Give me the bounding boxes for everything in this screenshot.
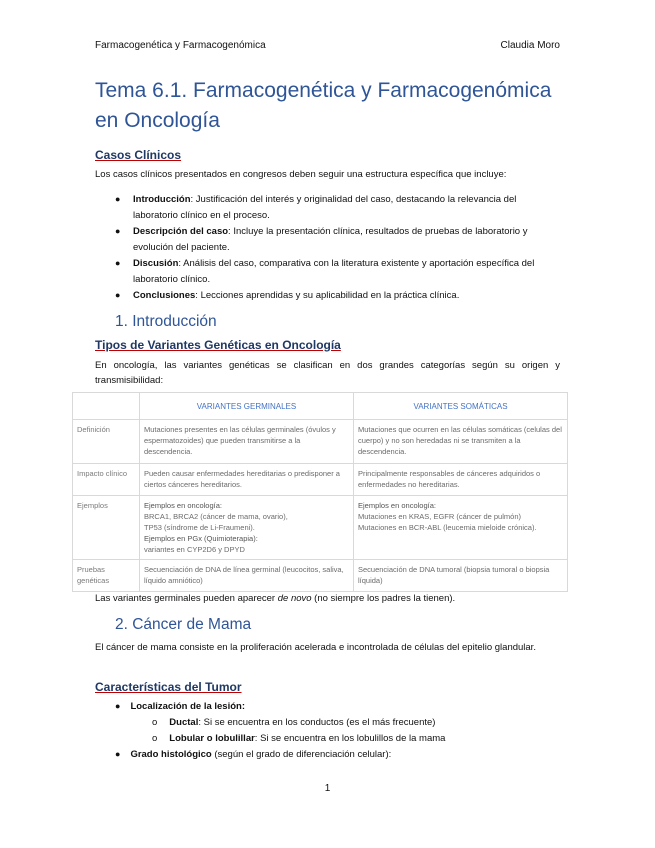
list-item: ● Grado histológico (según el grado de diferenciación celular):: [115, 749, 392, 760]
list-item: ● Discusión: Análisis del caso, comparativa con la literatura existente y aportación específica del laboratorio clínico.: [115, 258, 535, 285]
table-row: [73, 496, 568, 560]
variantes-heading: Tipos de Variantes Genéticas en Oncología: [95, 338, 341, 352]
bullet-icon: ●: [115, 226, 121, 236]
variantes-table: [72, 392, 568, 592]
bullet-icon: ●: [115, 290, 121, 300]
example-line: TP53 (síndrome de Li-Fraumeni).: [144, 523, 255, 532]
table-header-row: [73, 393, 568, 420]
table-row: [73, 464, 568, 496]
table-header-empty: [73, 393, 140, 420]
variantes-paragraph: En oncología, las variantes genéticas se clasifican en dos grandes categorías según su origen y transmisibilidad:: [95, 360, 560, 386]
page-number: 1: [324, 783, 331, 794]
casos-intro: Los casos clínicos presentados en congresos deben seguir una estructura específica que incluye:: [95, 169, 507, 180]
table-header-germinales: VARIANTES GERMINALES: [140, 393, 354, 420]
table-cell: Secuenciación de DNA de línea germinal (leucocitos, saliva, líquido amniótico): [140, 560, 354, 592]
circle-bullet-icon: o: [152, 717, 158, 728]
list-item: ● Descripción del caso: Incluye la presentación clínica, resultados de pruebas de laboratorio y evolución del paciente.: [115, 226, 528, 253]
table-row: [73, 560, 568, 592]
page-title: Tema 6.1. Farmacogenética y Farmacogenómica en Oncología: [95, 79, 552, 132]
bullet-icon: ●: [115, 749, 121, 759]
examples-heading-oncologia: Ejemplos en oncología:: [144, 501, 222, 510]
example-line: BRCA1, BRCA2 (cáncer de mama, ovario),: [144, 512, 288, 521]
table-cell: [140, 496, 354, 560]
de-novo-note: Las variantes germinales pueden aparecer de novo (no siempre los padres la tienen).: [95, 593, 456, 604]
running-header-right: Claudia Moro: [500, 40, 560, 51]
running-header-left: Farmacogenética y Farmacogenómica: [95, 40, 266, 51]
casos-clinicos-heading: Casos Clínicos: [95, 148, 182, 162]
circle-bullet-icon: o: [152, 733, 158, 744]
cancer-mama-paragraph: El cáncer de mama consiste en la proliferación acelerada e incontrolada de células del epitelio glandular.: [95, 642, 536, 653]
example-line: Mutaciones en KRAS, EGFR (cáncer de pulmón): [358, 512, 521, 521]
example-line: variantes en CYP2D6 y DPYD: [144, 545, 245, 554]
examples-heading-pgx: Ejemplos en PGx (Quimioterapia):: [144, 534, 258, 543]
table-cell: Mutaciones presentes en las células germinales (óvulos y espermatozoides) que pueden transmitirse a la descendencia.: [140, 420, 354, 464]
examples-heading-oncologia: Ejemplos en oncología:: [358, 501, 436, 510]
list-item: o Ductal: Si se encuentra en los conductos (es el más frecuente): [152, 717, 436, 728]
table-cell: Mutaciones que ocurren en las células somáticas (celulas del cuerpo) y no son heredadas ni se transmiten a la descendencia.: [354, 420, 568, 464]
table-cell: [354, 496, 568, 560]
table-cell: Pueden causar enfermedades hereditarias o predisponer a ciertos cánceres hereditarios.: [140, 464, 354, 496]
row-label: Impacto clínico: [73, 464, 140, 496]
list-item: ● Conclusiones: Lecciones aprendidas y su aplicabilidad en la práctica clínica.: [95, 288, 560, 304]
caracteristicas-heading: Características del Tumor: [95, 680, 242, 694]
bullet-icon: ●: [115, 194, 121, 204]
bullet-icon: ●: [115, 701, 121, 711]
row-label: Definición: [73, 420, 140, 464]
list-item: o Lobular o lobulillar: Si se encuentra en los lobulillos de la mama: [152, 733, 446, 744]
row-label: Pruebas genéticas: [73, 560, 140, 592]
table-cell: Secuenciación de DNA tumoral (biopsia tumoral o biopsia líquida): [354, 560, 568, 592]
table-row: [73, 420, 568, 464]
table-header-somaticas: VARIANTES SOMÁTICAS: [354, 393, 568, 420]
section-2-heading: 2. Cáncer de Mama: [115, 616, 252, 633]
list-item: ● Introducción: Justificación del interés y originalidad del caso, destacando la relevancia del laboratorio clínico en el proceso.: [115, 194, 517, 221]
table-cell: Principalmente responsables de cánceres adquiridos o enfermedades no hereditarias.: [354, 464, 568, 496]
bullet-icon: ●: [115, 258, 121, 268]
row-label: Ejemplos: [73, 496, 140, 560]
list-item: ● Localización de la lesión:: [115, 701, 246, 712]
section-1-heading: 1. Introducción: [115, 313, 217, 330]
casos-list: [95, 192, 560, 305]
example-line: Mutaciones en BCR-ABL (leucemia mieloide crónica).: [358, 523, 537, 532]
